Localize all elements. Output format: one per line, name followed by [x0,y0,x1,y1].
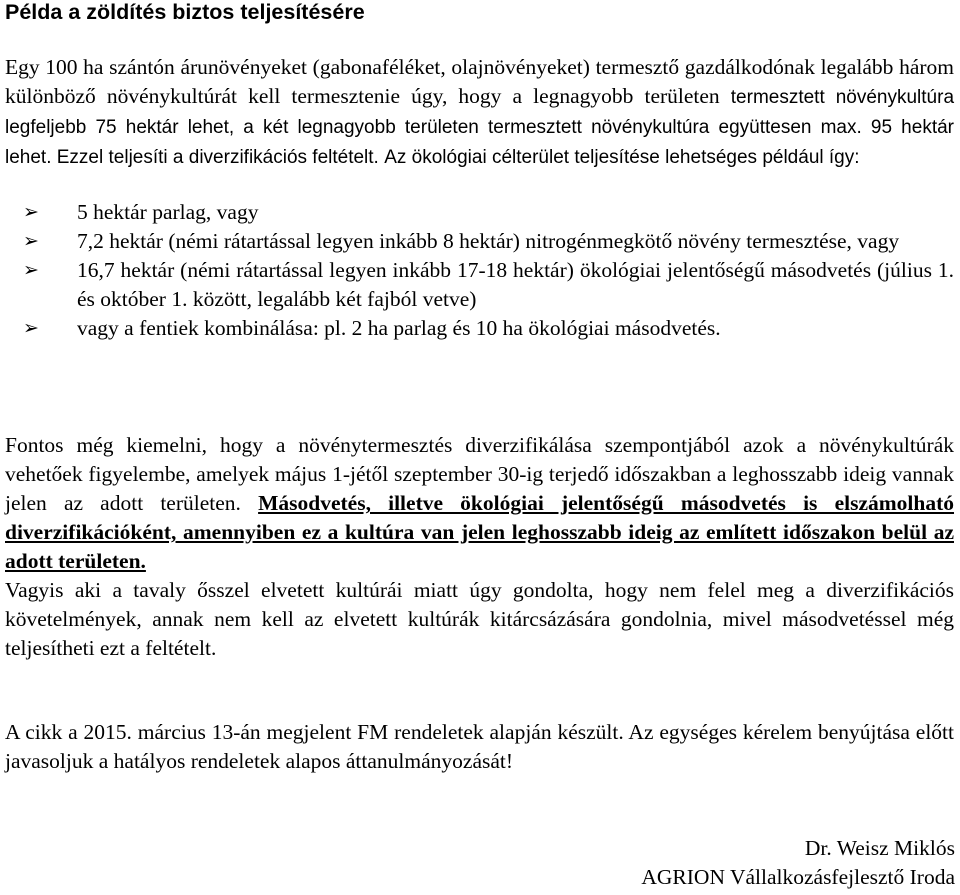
list-item-text: vagy a fentiek kombinálása: pl. 2 ha parlag és 10 ha ökológiai másodvetés. [77,316,721,340]
intro-paragraph [5,53,954,172]
consequence-paragraph: Vagyis aki a tavaly ősszel elvetett kultúrái miatt úgy gondolta, hogy nem felel meg a diverzifikációs követelmények, annak nem kell az elvetett kultúrák kitárcsázására gondolnia, mivel másodvetéssel még teljesítheti ezt a feltételt. [5,578,954,660]
arrow-bullet-icon: ➢ [23,317,39,339]
intro-serif-text: Egy 100 ha szántón árunövényeket (gabonaféléket, olajnövényeket) termesztő gazdálkodónak legalább három különböző növénykultúrát kell termesztenie úgy, hogy a legnagyobb területen [5,55,954,108]
list-item [5,227,954,256]
list-item [5,198,954,227]
author-name: Dr. Weisz Miklós [804,836,955,860]
list-item [5,256,954,314]
diversification-text: Fontos még kiemelni, hogy a növénytermesztés diverzifikálása szempontjából azok a növénykultúrák vehetőek figyelembe, amelyek május 1-jétől szeptember 30-ig terjedő időszakban a leghosszabb ideig vannak jelen az adott területen. [5,433,954,515]
arrow-bullet-icon: ➢ [23,230,39,252]
intro-sans-text: termesztett növénykultúra legfeljebb 75 hektár lehet, a két legnagyobb területen termesztett növénykultúra együttesen max. 95 hektár lehet. Ezzel teljesíti a diverzifikációs feltételt. [5,87,955,168]
author-organization: AGRION Vállalkozásfejlesztő Iroda [641,865,955,889]
intro-sans-text-2: Az ökológiai célterület teljesítése lehetséges például így: [384,147,860,168]
diversification-emphasis: Másodvetés, illetve ökológiai jelentőségű másodvetés is elszámolható diverzifikációként, amennyiben ez a kultúra van jelen leghosszabb ideig az említett időszakon belül az adott területen. [5,491,955,573]
list-item [5,314,954,343]
source-note-paragraph: A cikk a 2015. március 13-án megjelent FM rendeletek alapján készült. Az egységes kérelem benyújtása előtt javasoljuk a hatályos rendeletek alapos áttanulmányozását! [5,720,954,773]
list-item-text: 5 hektár parlag, vagy [77,200,259,224]
list-item-text: 7,2 hektár (némi rátartással legyen inkább 8 hektár) nitrogénmegkötő növény termesztése, vagy [77,229,900,253]
arrow-bullet-icon: ➢ [23,201,39,223]
list-item-text: 16,7 hektár (némi rátartással legyen inkább 17-18 hektár) ökológiai jelentőségű másodvetés (július 1. és október 1. között, legalább két fajból vetve) [77,258,954,311]
signature-block [641,834,955,892]
document-title: Példa a zöldítés biztos teljesítésére [5,0,365,24]
diversification-paragraph [5,431,954,576]
eco-area-options-list [5,198,954,343]
arrow-bullet-icon: ➢ [23,259,39,281]
